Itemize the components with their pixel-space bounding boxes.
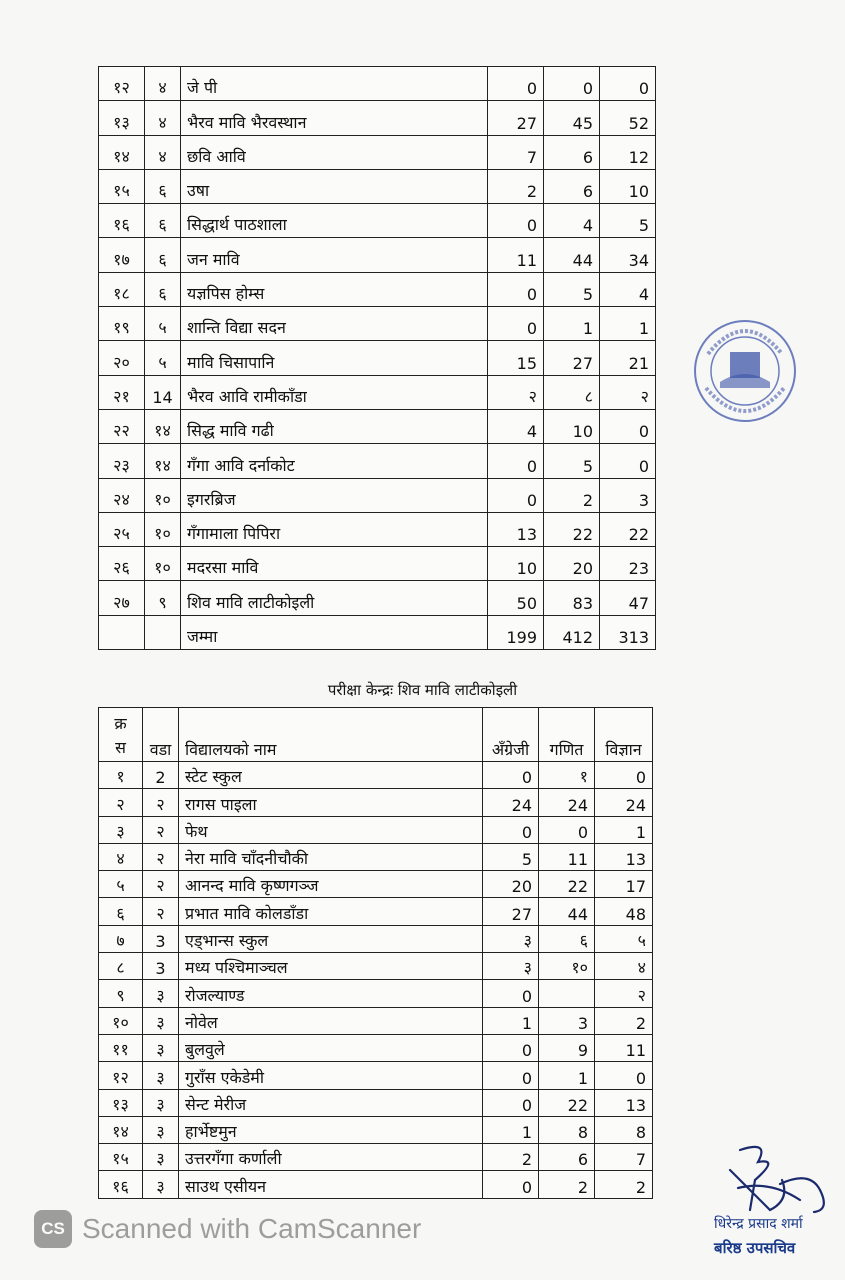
table-row — [99, 980, 653, 1007]
science-cell: 12 — [600, 135, 656, 169]
math-cell: 8 — [539, 1116, 595, 1143]
table-row — [99, 307, 656, 341]
signature-scribble — [710, 1140, 840, 1280]
english-cell: 0 — [488, 204, 544, 238]
english-cell: 15 — [488, 341, 544, 375]
table-row — [99, 898, 653, 925]
result-table-2 — [98, 707, 653, 1199]
total-math: 412 — [544, 615, 600, 649]
science-cell: 1 — [600, 307, 656, 341]
school-name-cell: भैरव आवि रामीकाँडा — [181, 375, 488, 409]
science-cell: 8 — [595, 1116, 653, 1143]
english-cell: 0 — [483, 1089, 539, 1116]
camscanner-icon: CS — [34, 1210, 72, 1248]
school-name-cell: गँगामाला पिपिरा — [181, 512, 488, 546]
serial-cell: १४ — [99, 135, 145, 169]
school-name-cell: हार्भेष्टमुन — [179, 1116, 483, 1143]
ward-cell: १० — [145, 547, 181, 581]
header-math: गणित — [539, 708, 595, 762]
math-cell: 1 — [544, 307, 600, 341]
school-name-cell: इगरब्रिज — [181, 478, 488, 512]
english-cell: 0 — [483, 1171, 539, 1198]
office-seal — [690, 316, 800, 426]
serial-cell: २२ — [99, 409, 145, 443]
math-cell: 6 — [539, 1144, 595, 1171]
science-cell: 22 — [600, 512, 656, 546]
ward-cell: ३ — [143, 1062, 179, 1089]
math-cell: 22 — [539, 871, 595, 898]
math-cell: 4 — [544, 204, 600, 238]
serial-cell: १० — [99, 1007, 143, 1034]
ward-cell: १० — [145, 478, 181, 512]
math-cell: 83 — [544, 581, 600, 615]
table-row — [99, 762, 653, 789]
school-name-cell: यज्ञपिस होम्स — [181, 272, 488, 306]
ward-cell: ४ — [145, 67, 181, 101]
english-cell: २ — [488, 375, 544, 409]
serial-cell: ७ — [99, 925, 143, 952]
ward-cell: 3 — [143, 925, 179, 952]
science-cell: 0 — [600, 444, 656, 478]
science-cell: 48 — [595, 898, 653, 925]
math-cell: 9 — [539, 1034, 595, 1061]
english-cell: 0 — [488, 478, 544, 512]
table-row — [99, 1116, 653, 1143]
ward-cell: २ — [143, 816, 179, 843]
serial-cell: ८ — [99, 953, 143, 980]
camscanner-watermark — [34, 1210, 421, 1248]
science-cell: 0 — [600, 67, 656, 101]
serial-cell: २१ — [99, 375, 145, 409]
science-cell: 13 — [595, 843, 653, 870]
serial-cell: ३ — [99, 816, 143, 843]
header-school-name: विद्यालयको नाम — [179, 708, 483, 762]
table-row — [99, 375, 656, 409]
table-row — [99, 272, 656, 306]
camscanner-text: Scanned with CamScanner — [82, 1213, 422, 1244]
math-cell: 6 — [544, 169, 600, 203]
serial-cell: २६ — [99, 547, 145, 581]
english-cell: 0 — [488, 307, 544, 341]
english-cell: 0 — [488, 272, 544, 306]
serial-cell: ४ — [99, 843, 143, 870]
table-row — [99, 1089, 653, 1116]
ward-cell: ६ — [145, 169, 181, 203]
ward-cell: 3 — [143, 953, 179, 980]
ward-cell: ९ — [145, 581, 181, 615]
science-cell: 11 — [595, 1034, 653, 1061]
ward-cell: ५ — [145, 341, 181, 375]
ward-cell: 14 — [145, 375, 181, 409]
serial-cell: २ — [99, 789, 143, 816]
ward-cell: ३ — [143, 1034, 179, 1061]
ward-cell: २ — [143, 843, 179, 870]
table-row — [99, 1034, 653, 1061]
ward-cell: ६ — [145, 238, 181, 272]
school-name-cell: मदरसा मावि — [181, 547, 488, 581]
math-cell: 3 — [539, 1007, 595, 1034]
english-cell: 13 — [488, 512, 544, 546]
school-name-cell: गुराँस एकेडेमी — [179, 1062, 483, 1089]
math-cell: 44 — [544, 238, 600, 272]
school-name-cell: नेरा मावि चाँदनीचौकी — [179, 843, 483, 870]
school-name-cell: उत्तरगँगा कर्णाली — [179, 1144, 483, 1171]
table-row — [99, 1144, 653, 1171]
ward-cell: ३ — [143, 980, 179, 1007]
table-row — [99, 135, 656, 169]
math-cell: 1 — [539, 1062, 595, 1089]
ward-cell: 2 — [143, 762, 179, 789]
empty-cell — [145, 615, 181, 649]
table-row — [99, 1007, 653, 1034]
math-cell: 45 — [544, 101, 600, 135]
english-cell: 1 — [483, 1116, 539, 1143]
math-cell: 22 — [539, 1089, 595, 1116]
math-cell: 44 — [539, 898, 595, 925]
english-cell: 11 — [488, 238, 544, 272]
school-name-cell: भैरव मावि भैरवस्थान — [181, 101, 488, 135]
ward-cell: १४ — [145, 409, 181, 443]
table-header-row — [99, 708, 653, 762]
ward-cell: ५ — [145, 307, 181, 341]
school-name-cell: सेन्ट मेरीज — [179, 1089, 483, 1116]
signatory-name: धिरेन्द्र प्रसाद शर्मा — [714, 1216, 803, 1232]
english-cell: 50 — [488, 581, 544, 615]
school-name-cell: बुलवुले — [179, 1034, 483, 1061]
english-cell: 27 — [488, 101, 544, 135]
signatory-title: बरिष्ठ उपसचिव — [714, 1239, 796, 1257]
math-cell: १० — [539, 953, 595, 980]
ward-cell: ३ — [143, 1007, 179, 1034]
school-name-cell: सिद्ध मावि गढी — [181, 409, 488, 443]
table-row — [99, 789, 653, 816]
table-row — [99, 238, 656, 272]
school-name-cell: जे पी — [181, 67, 488, 101]
table-row — [99, 1171, 653, 1198]
science-cell: 3 — [600, 478, 656, 512]
school-name-cell: मध्य पश्चिमाञ्चल — [179, 953, 483, 980]
english-cell: 0 — [483, 762, 539, 789]
serial-cell: २४ — [99, 478, 145, 512]
table-row — [99, 871, 653, 898]
english-cell: 0 — [483, 816, 539, 843]
serial-cell: १५ — [99, 1144, 143, 1171]
science-cell: 5 — [600, 204, 656, 238]
table-row — [99, 101, 656, 135]
serial-cell: १ — [99, 762, 143, 789]
english-cell: ३ — [483, 953, 539, 980]
math-cell: 27 — [544, 341, 600, 375]
serial-cell: २० — [99, 341, 145, 375]
ward-cell: २ — [143, 789, 179, 816]
science-cell: 7 — [595, 1144, 653, 1171]
science-cell: 10 — [600, 169, 656, 203]
science-cell: २ — [595, 980, 653, 1007]
science-cell: 17 — [595, 871, 653, 898]
school-name-cell: शान्ति विद्या सदन — [181, 307, 488, 341]
table-row — [99, 169, 656, 203]
table-row — [99, 1062, 653, 1089]
science-cell: 52 — [600, 101, 656, 135]
school-name-cell: उषा — [181, 169, 488, 203]
serial-cell: १५ — [99, 169, 145, 203]
science-cell: 0 — [595, 1062, 653, 1089]
school-name-cell: सिद्धार्थ पाठशाला — [181, 204, 488, 238]
table-row — [99, 925, 653, 952]
school-name-cell: शिव मावि लाटीकोइली — [181, 581, 488, 615]
table-row — [99, 816, 653, 843]
english-cell: 0 — [483, 1034, 539, 1061]
math-cell: 24 — [539, 789, 595, 816]
math-cell: ६ — [539, 925, 595, 952]
serial-cell: १७ — [99, 238, 145, 272]
table-row — [99, 953, 653, 980]
school-name-cell: नोवेल — [179, 1007, 483, 1034]
serial-cell: २५ — [99, 512, 145, 546]
serial-cell: २७ — [99, 581, 145, 615]
ward-cell: ३ — [143, 1116, 179, 1143]
science-cell: 0 — [600, 409, 656, 443]
science-cell: 47 — [600, 581, 656, 615]
ward-cell: ३ — [143, 1171, 179, 1198]
ward-cell: २ — [143, 871, 179, 898]
serial-cell: ९ — [99, 980, 143, 1007]
english-cell: 20 — [483, 871, 539, 898]
school-name-cell: मावि चिसापानि — [181, 341, 488, 375]
science-cell: 24 — [595, 789, 653, 816]
science-cell: 2 — [595, 1171, 653, 1198]
english-cell: 1 — [483, 1007, 539, 1034]
science-cell: 21 — [600, 341, 656, 375]
table-row — [99, 444, 656, 478]
serial-cell: १६ — [99, 1171, 143, 1198]
math-cell: 0 — [539, 816, 595, 843]
table-row — [99, 547, 656, 581]
total-label: जम्मा — [181, 615, 488, 649]
serial-cell: १३ — [99, 1089, 143, 1116]
math-cell: 5 — [544, 444, 600, 478]
ward-cell: ३ — [143, 1144, 179, 1171]
math-cell: 20 — [544, 547, 600, 581]
english-cell: 0 — [488, 67, 544, 101]
exam-center-title: परीक्षा केन्द्रः शिव मावि लाटीकोइली — [327, 681, 518, 699]
serial-cell: ५ — [99, 871, 143, 898]
math-cell: ८ — [544, 375, 600, 409]
science-cell: ५ — [595, 925, 653, 952]
math-cell: 0 — [544, 67, 600, 101]
school-name-cell: रोजल्याण्ड — [179, 980, 483, 1007]
serial-cell: १८ — [99, 272, 145, 306]
math-cell: 11 — [539, 843, 595, 870]
ward-cell: ६ — [145, 272, 181, 306]
table-row — [99, 512, 656, 546]
math-cell: 22 — [544, 512, 600, 546]
serial-cell: ११ — [99, 1034, 143, 1061]
result-table-1 — [98, 66, 656, 650]
science-cell: 0 — [595, 762, 653, 789]
school-name-cell: साउथ एसीयन — [179, 1171, 483, 1198]
ward-cell: २ — [143, 898, 179, 925]
science-cell: 13 — [595, 1089, 653, 1116]
english-cell: 27 — [483, 898, 539, 925]
math-cell: १ — [539, 762, 595, 789]
science-cell: 1 — [595, 816, 653, 843]
table-row — [99, 843, 653, 870]
math-cell: 2 — [544, 478, 600, 512]
total-row — [99, 615, 656, 649]
serial-cell: १९ — [99, 307, 145, 341]
header-science: विज्ञान — [595, 708, 653, 762]
empty-cell — [99, 615, 145, 649]
math-cell: 2 — [539, 1171, 595, 1198]
table-row — [99, 409, 656, 443]
serial-cell: १४ — [99, 1116, 143, 1143]
english-cell: ३ — [483, 925, 539, 952]
english-cell: 0 — [488, 444, 544, 478]
serial-cell: २३ — [99, 444, 145, 478]
english-cell: 24 — [483, 789, 539, 816]
serial-cell: १६ — [99, 204, 145, 238]
english-cell: 5 — [483, 843, 539, 870]
table-row — [99, 341, 656, 375]
school-name-cell: गँगा आवि दर्नाकोट — [181, 444, 488, 478]
english-cell: 0 — [483, 980, 539, 1007]
total-science: 313 — [600, 615, 656, 649]
math-cell — [539, 980, 595, 1007]
serial-cell: १३ — [99, 101, 145, 135]
english-cell: 7 — [488, 135, 544, 169]
table-row — [99, 67, 656, 101]
school-name-cell: फेथ — [179, 816, 483, 843]
math-cell: 10 — [544, 409, 600, 443]
science-cell: 2 — [595, 1007, 653, 1034]
school-name-cell: छवि आवि — [181, 135, 488, 169]
science-cell: 23 — [600, 547, 656, 581]
science-cell: ४ — [595, 953, 653, 980]
header-serial: क्र स — [99, 708, 143, 762]
science-cell: 4 — [600, 272, 656, 306]
science-cell: २ — [600, 375, 656, 409]
math-cell: 6 — [544, 135, 600, 169]
math-cell: 5 — [544, 272, 600, 306]
header-ward: वडा — [143, 708, 179, 762]
ward-cell: ६ — [145, 204, 181, 238]
english-cell: 2 — [483, 1144, 539, 1171]
ward-cell: ३ — [143, 1089, 179, 1116]
header-english: अँग्रेजी — [483, 708, 539, 762]
total-english: 199 — [488, 615, 544, 649]
english-cell: 4 — [488, 409, 544, 443]
ward-cell: १० — [145, 512, 181, 546]
table-row — [99, 478, 656, 512]
school-name-cell: रागस पाइला — [179, 789, 483, 816]
serial-cell: ६ — [99, 898, 143, 925]
table-row — [99, 581, 656, 615]
english-cell: 10 — [488, 547, 544, 581]
school-name-cell: एड्भान्स स्कुल — [179, 925, 483, 952]
school-name-cell: स्टेट स्कुल — [179, 762, 483, 789]
ward-cell: ४ — [145, 135, 181, 169]
serial-cell: १२ — [99, 67, 145, 101]
school-name-cell: प्रभात मावि कोलडाँडा — [179, 898, 483, 925]
ward-cell: १४ — [145, 444, 181, 478]
ward-cell: ४ — [145, 101, 181, 135]
english-cell: 2 — [488, 169, 544, 203]
serial-cell: १२ — [99, 1062, 143, 1089]
school-name-cell: आनन्द मावि कृष्णगञ्ज — [179, 871, 483, 898]
table-row — [99, 204, 656, 238]
english-cell: 0 — [483, 1062, 539, 1089]
science-cell: 34 — [600, 238, 656, 272]
school-name-cell: जन मावि — [181, 238, 488, 272]
